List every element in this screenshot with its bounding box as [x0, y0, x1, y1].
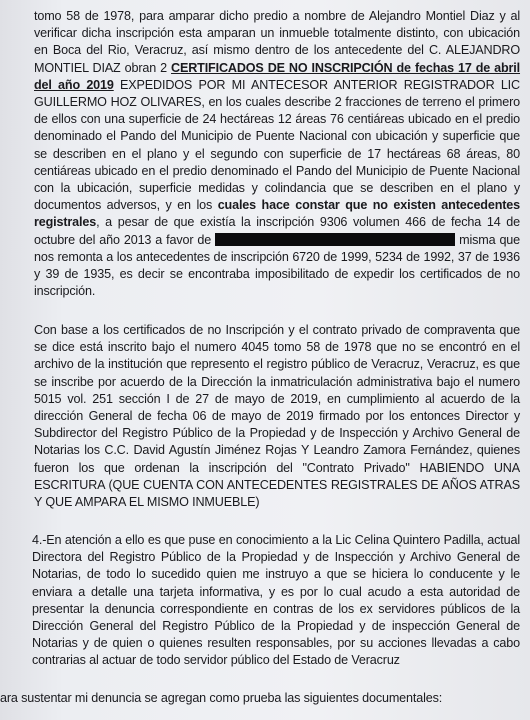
paragraph-3	[32, 532, 520, 670]
p1-text-3: EXPEDIDOS POR MI ANTECESOR ANTERIOR REGISTRADOR LIC GUILLERMO HOZ OLIVARES, en los cuales describe 2 fracciones de terreno el primero de ellos con una superficie de 24 hectáreas 12 áreas 76 centiáreas ubicado en el predio denominado el Pando del Municipio de Puente Nacional con ubicación y superficie que se describen en el plano y el segundo con superficie de 17 hectáreas 68 áreas, 80 centiáreas ubicado en el predio denominado el Pando del Municipio de Puente Nacional con la ubicación, superficie medidas y colindancia que se describen en el plano y documentos adversos, y en los	[34, 77, 520, 213]
p1-text-5: , a pesar de que existía la inscripción 9306 volumen 466 de fecha 14 de octubre del año 2013 a favor de	[34, 215, 520, 247]
paragraph-4	[0, 690, 520, 707]
p1-certificates-underlined: CERTIFICADOS DE NO INSCRIPCIÓN de fechas 17 de abril del año 2019	[34, 60, 521, 92]
redaction-bar	[215, 233, 455, 246]
p1-text-6: misma que nos remonta a los antecedentes de inscripción 6720 de 1999, 5234 de 1992, 37 de 1936 y 39 de 1935, es decir se encontraba imposibilitado de expedir los certificados de no inscripción.	[34, 232, 521, 299]
paragraph-2	[34, 322, 520, 511]
p4-text: ara sustentar mi denuncia se agregan como prueba las siguientes documentales:	[0, 691, 443, 705]
p1-bold-no-antecedents: cuales hace constar que no existen antecedentes registrales	[34, 198, 520, 230]
paragraph-1	[34, 8, 520, 300]
p2-text: Con base a los certificados de no Inscripción y el contrato privado de compraventa que se dice está inscrito bajo el numero 4045 tomo 58 de 1978 que no se encontró en el archivo de la institución que represento el registro público de Veracruz, Veracruz, es que se inscribe por acuerdo de la Dirección la inmatriculación administrativa bajo el numero 5015 vol. 251 sección I de 27 de mayo de 2019, en cumplimiento al acuerdo de la dirección General de fecha 06 de mayo de 2019 firmado por los entonces Director y Subdirector del Registro Público de la Propiedad y de Inspección y Archivo General de Notarias los C.C. David Agustín Jiménez Rojas Y Leandro Zamora Fernández, quienes fueron los que ordenan la inscripción del "Contrato Privado" HABIENDO UNA ESCRITURA (QUE CUENTA CON ANTECEDENTES REGISTRALES DE AÑOS ATRAS Y QUE AMPARA EL MISMO INMUEBLE)	[34, 323, 520, 510]
p1-text-1: tomo 58 de 1978, para amparar dicho predio a nombre de Alejandro Montiel Diaz y al verificar dicha inscripción esta amparan un inmueble totalmente distinto, con ubicación en Boca del Rio, Veracruz, así mismo dentro de los antecedente del C. ALEJANDRO MONTIEL DIAZ obran 2	[34, 9, 520, 75]
p3-text: 4.-En atención a ello es que puse en conocimiento a la Lic Celina Quintero Padilla, actual Directora del Registro Público de la Propiedad y de Inspección y Archivo General de Notarias, de todo lo sucedido quien me instruyo a que se hiciera lo conducente y le enviara a detalle una tarjeta informativa, y es por lo cual acudo a esta autoridad de presentar la denuncia correspondiente en contras de los ex servidores públicos de la Dirección General del Registro Público de la Propiedad y de inspección General de Notarias y de quien o quienes resulten responsables, por su acciones llevadas a cabo contrarias al actuar de todo servidor público del Estado de Veracruz	[32, 533, 520, 668]
